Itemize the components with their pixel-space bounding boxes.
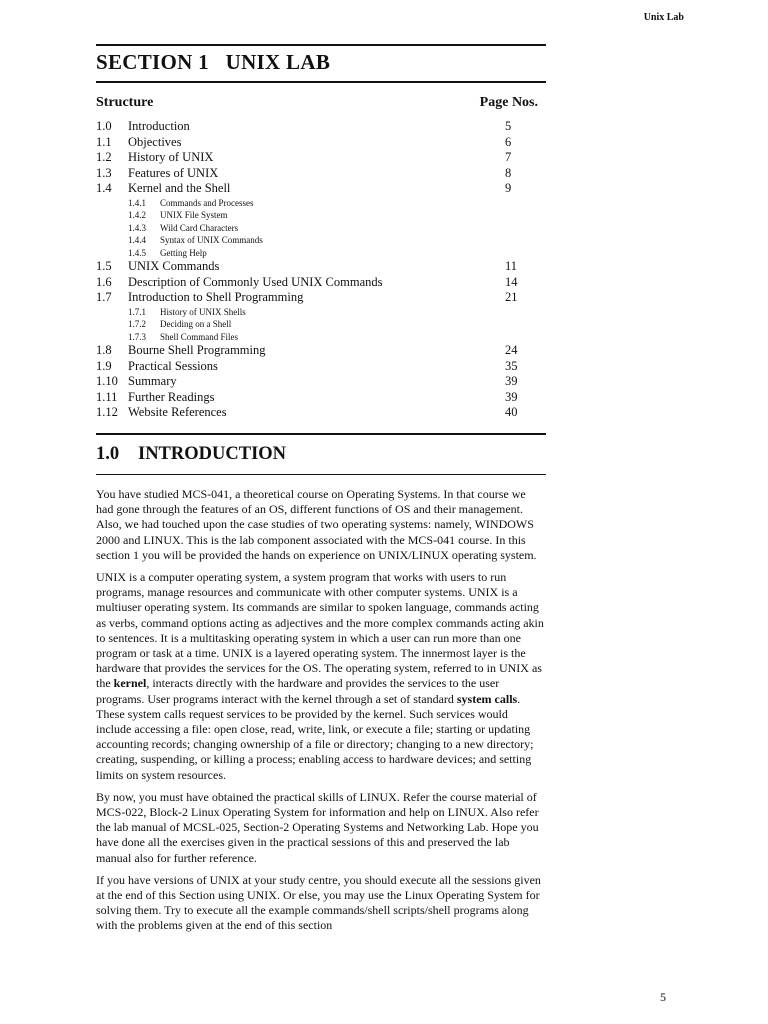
paragraph-text: If you have versions of UNIX at your study centre, you should execute all the sessions given at the end of this Section using UNIX. Or else, you may use the Linux Operating System for solving them. Try to execute all the example commands/shell scripts/shell programs along with the problems given at the end of this section (96, 872, 541, 933)
toc-entry-title: Introduction (128, 119, 190, 133)
body-text (96, 487, 546, 934)
paragraph (96, 487, 546, 563)
toc-entry-title: Summary (128, 374, 177, 389)
top-rule (96, 44, 546, 46)
bold-term: kernel (113, 676, 147, 691)
toc-entry-title: UNIX Commands (128, 259, 220, 273)
paragraph-text: . These system calls request services to be provided by the kernel. Such services would include accessing a file: open close, read, write, link, or execute a file; starting or updating accounting records; changing ownership of a file or directory; changing to a new directory; creating, suspending, or killing a process; enabling access to hardware devices; and setting limits on system resources. (96, 691, 534, 782)
toc-entry-page: 9 (505, 181, 512, 196)
toc-entry (96, 275, 546, 291)
structure-label: Structure (96, 95, 154, 110)
toc-entry (96, 359, 546, 375)
toc-subentry (96, 306, 546, 318)
intro-title: INTRODUCTION (138, 443, 287, 464)
toc-entry-page: 35 (505, 358, 518, 373)
toc-entry (96, 374, 546, 390)
toc-entry-title: Kernel and the Shell (128, 181, 231, 196)
toc-entry-title: Further Readings (128, 389, 215, 404)
toc-entry-num: 1.11 (96, 389, 118, 404)
paragraph (96, 570, 546, 783)
toc-subentry-title: Shell Command Files (160, 331, 239, 342)
toc-entry-page: 21 (505, 290, 518, 305)
toc-entry-title: History of UNIX (128, 150, 214, 165)
toc-entry-num: 1.3 (96, 165, 112, 180)
paragraph-text: UNIX is a computer operating system, a system program that works with users to run programs, manage resources and communicate with other computer systems. UNIX is a multiuser operating system. Its commands are similar to spoken language, commands acting as verbs, command options acting as adjectives and the more complex commands acting akin to sentences. It is a multitasking operating system in which a user can run more than one program or task at a time. UNIX is a layered operating system. The innermost layer is the hardware that provides the services for the OS. The operating system, referred to in UNIX as the (96, 569, 544, 691)
toc-subentry-num: 1.4.4 (128, 235, 146, 246)
toc-entry-num: 1.10 (96, 374, 118, 389)
toc-subentry-num: 1.7.3 (128, 331, 146, 342)
toc-entry-page: 39 (505, 389, 518, 404)
toc-subentry-num: 1.7.1 (128, 306, 146, 317)
toc-entry (96, 390, 546, 406)
toc-entry-page: 6 (505, 134, 512, 149)
toc-subentry-title: Syntax of UNIX Commands (160, 235, 263, 246)
toc-entry-page: 14 (505, 274, 518, 289)
bold-term: system calls (456, 691, 518, 706)
toc-entry-page: 8 (505, 165, 512, 180)
toc-subentry-title: Deciding on a Shell (160, 319, 232, 330)
section-title: SECTION 1 UNIX LAB (96, 50, 331, 74)
toc-subentry (96, 318, 546, 330)
toc-entry-page: 24 (505, 343, 518, 357)
toc-subentry (96, 234, 546, 246)
toc-entry-num: 1.7 (96, 290, 112, 305)
toc-entry (96, 405, 546, 421)
toc-subentry-num: 1.4.2 (128, 210, 146, 221)
intro-bottom-rule (96, 474, 546, 475)
toc-entry-num: 1.2 (96, 150, 112, 165)
toc-subentry (96, 222, 546, 234)
toc-subentry (96, 331, 546, 343)
paragraph-text: By now, you must have obtained the practical skills of LINUX. Refer the course material of MCS-022, Block-2 Linux Operating System for information and help on LINUX. Also refer the lab manual of MCSL-025, Section-2 Operating Systems and Networking Lab. Hope you have done all the exercises given in the practical sessions of this and preserved the lab manual also for further reference. (96, 789, 539, 865)
toc-entry-title: Introduction to Shell Programming (128, 290, 304, 305)
toc-entry (96, 181, 546, 197)
toc-header (96, 95, 546, 111)
page-content (96, 44, 546, 934)
toc-subentry-num: 1.4.5 (128, 247, 146, 258)
toc-entry-title: Objectives (128, 134, 182, 149)
toc-entry-page: 39 (505, 374, 518, 389)
toc-entry (96, 290, 546, 306)
toc-subentry-title: UNIX File System (160, 210, 228, 221)
intro-heading (96, 444, 546, 465)
toc-subentry-title: Getting Help (160, 247, 207, 258)
table-of-contents (96, 119, 546, 421)
toc-entry-num: 1.6 (96, 274, 112, 289)
toc-entry-page: 11 (505, 259, 518, 273)
toc-subentry-title: Wild Card Characters (160, 222, 239, 233)
toc-entry (96, 166, 546, 182)
toc-entry (96, 343, 546, 359)
toc-entry-num: 1.8 (96, 343, 112, 357)
toc-subentry-num: 1.4.1 (128, 197, 146, 208)
toc-entry-page: 40 (505, 405, 518, 420)
toc-entry (96, 119, 546, 135)
intro-top-rule (96, 433, 546, 435)
toc-entry-num: 1.4 (96, 181, 112, 196)
toc-entry-num: 1.0 (96, 119, 112, 133)
toc-entry-page: 5 (505, 119, 512, 133)
toc-entry-title: Website References (128, 405, 227, 420)
toc-entry-title: Bourne Shell Programming (128, 343, 266, 357)
toc-subentry-title: History of UNIX Shells (160, 306, 246, 317)
toc-entry-num: 1.9 (96, 358, 112, 373)
running-head: Unix Lab (643, 12, 684, 23)
toc-entry-title: Practical Sessions (128, 358, 218, 373)
toc-subentry-num: 1.4.3 (128, 222, 146, 233)
toc-entry (96, 135, 546, 151)
toc-entry-num: 1.1 (96, 134, 112, 149)
intro-number: 1.0 (96, 443, 120, 464)
toc-entry-num: 1.5 (96, 259, 112, 273)
toc-subentry (96, 247, 546, 259)
toc-subentry-num: 1.7.2 (128, 319, 146, 330)
paragraph-text: You have studied MCS-041, a theoretical course on Operating Systems. In that course we had gone through the features of an OS, different functions of OS and their management. Also, we had touched upon the case studies of two operating systems: namely, WINDOWS 2000 and LINUX. This is the lab component associated with the MCS-041 course. In this section 1 you will be provided the hands on experience on UNIX/LINUX operating system. (96, 486, 537, 562)
toc-subentry (96, 197, 546, 209)
paragraph-text: , interacts directly with the hardware and provides the services to the user programs. User programs interact with the kernel through a set of standard (96, 676, 500, 706)
title-rule (96, 81, 546, 83)
paragraph (96, 873, 546, 934)
toc-entry-title: Description of Commonly Used UNIX Commands (128, 274, 383, 289)
toc-entry (96, 259, 546, 275)
toc-subentry (96, 209, 546, 221)
toc-subentry-title: Commands and Processes (160, 197, 254, 208)
toc-entry-title: Features of UNIX (128, 165, 219, 180)
paragraph (96, 790, 546, 866)
toc-entry (96, 150, 546, 166)
toc-entry-page: 7 (505, 150, 512, 165)
page-nos-label: Page Nos. (479, 95, 538, 110)
page-number: 5 (660, 990, 666, 1004)
toc-entry-num: 1.12 (96, 405, 118, 420)
